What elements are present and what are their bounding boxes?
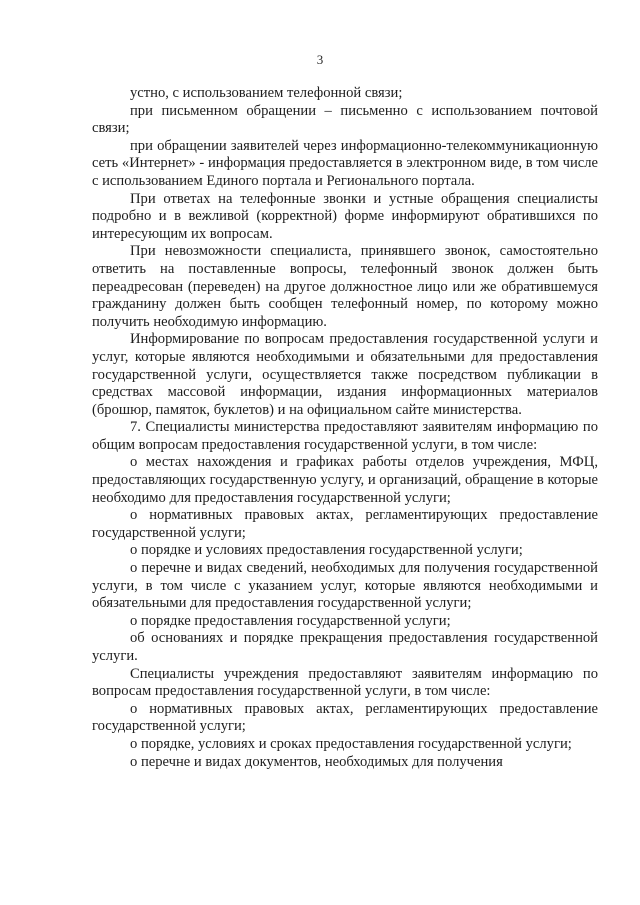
paragraph: При невозможности специалиста, принявшего звонок, самостоятельно ответить на поставленные вопросы, телефонный звонок должен быть переадресован (переведен) на другое должностное лицо или же обратившемуся гражданину должен быть сообщен телефонный номер, по которому можно получить необходимую информацию.: [92, 243, 598, 330]
paragraph: устно, с использованием телефонной связи;: [130, 85, 403, 101]
paragraph: Информирование по вопросам предоставления государственной услуги и услуг, которые являются необходимыми и обязательными для предоставления государственной услуги, осуществляется также посредством публикации в средствах массовой информации, издания информационных материалов (брошюр, памяток, буклетов) и на официальном сайте министерства.: [92, 331, 598, 418]
paragraph: о перечне и видах документов, необходимых для получения: [130, 753, 503, 770]
paragraph: о порядке предоставления государственной услуги;: [130, 612, 451, 629]
page-number: 3: [316, 52, 324, 67]
paragraph: 7. Специалисты министерства предоставляют заявителям информацию по общим вопросам предоставления государственной услуги, в том числе:: [92, 419, 598, 453]
paragraph: о порядке и условиях предоставления государственной услуги;: [130, 542, 523, 559]
paragraph: Специалисты учреждения предоставляют заявителям информацию по вопросам предоставления государственной услуги, в том числе:: [92, 665, 598, 700]
document-body: [92, 85, 598, 771]
paragraph: об основаниях и порядке прекращения предоставления государственной услуги.: [92, 630, 598, 664]
paragraph: о местах нахождения и графиках работы отделов учреждения, МФЦ, предоставляющих государственную услугу, и организаций, обращение в которые необходимо для предоставления государственной услуги;: [92, 454, 598, 506]
paragraph: При ответах на телефонные звонки и устные обращения специалисты подробно и в вежливой (корректной) форме информируют обратившихся по интересующим их вопросам.: [92, 190, 598, 242]
paragraph: при обращении заявителей через информационно-телекоммуникационную сеть «Интернет» - информация предоставляется в электронном виде, в том числе с использованием Единого портала и Регионального портала.: [92, 137, 598, 189]
paragraph: о порядке, условиях и сроках предоставления государственной услуги;: [130, 735, 572, 752]
paragraph: о нормативных правовых актах, регламентирующих предоставление государственной услуги;: [92, 507, 598, 541]
paragraph: о нормативных правовых актах, регламентирующих предоставление государственной услуги;: [92, 700, 598, 735]
paragraph: при письменном обращении – письменно с использованием почтовой связи;: [92, 102, 598, 137]
paragraph: о перечне и видах сведений, необходимых для получения государственной услуги, в том числе с указанием услуг, которые являются необходимыми и обязательными для предоставления государственной услуги;: [92, 560, 598, 612]
